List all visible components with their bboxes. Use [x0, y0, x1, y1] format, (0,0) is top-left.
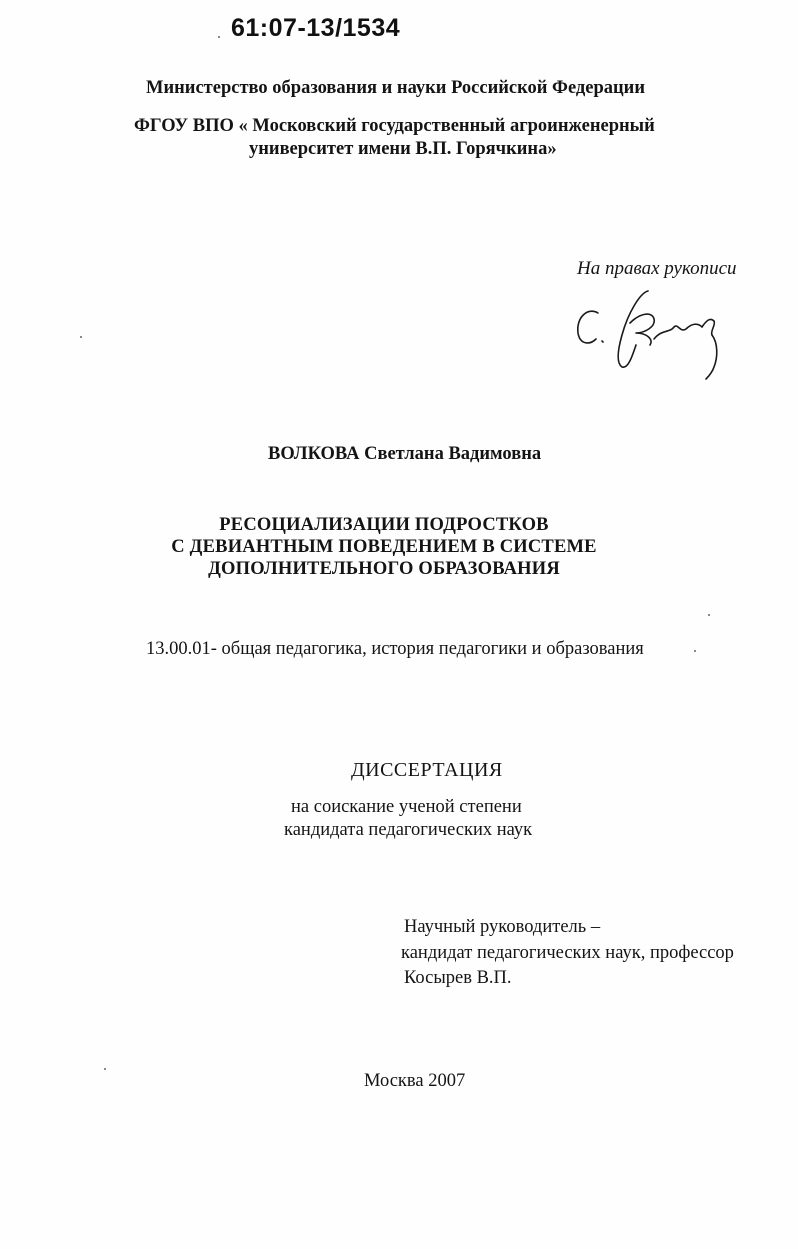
scan-speck [694, 650, 696, 652]
city-year: Москва 2007 [364, 1071, 466, 1091]
dissertation-title [0, 514, 798, 580]
ministry-name: Министерство образования и науки Российской Федерации [146, 78, 646, 98]
supervisor-label: Научный руководитель – [404, 917, 601, 937]
scan-speck [104, 1068, 106, 1070]
catalog-number: 61:07-13/1534 [231, 14, 401, 42]
scan-speck [80, 336, 82, 338]
specialty-code: 13.00.01- общая педагогика, история педагогики и образования [146, 639, 644, 659]
work-type-heading: ДИССЕРТАЦИЯ [351, 759, 503, 781]
handwritten-signature [570, 283, 740, 383]
degree-line-2: кандидата педагогических наук [284, 820, 533, 840]
degree-line-1: на соискание ученой степени [291, 797, 522, 817]
scan-speck [218, 36, 220, 38]
scan-speck [708, 614, 710, 616]
supervisor-name: Косырев В.П. [404, 968, 512, 988]
title-line-3: ДОПОЛНИТЕЛЬНОГО ОБРАЗОВАНИЯ [208, 559, 560, 579]
author-name: ВОЛКОВА Светлана Вадимовна [268, 444, 542, 464]
title-line-2: С ДЕВИАНТНЫМ ПОВЕДЕНИЕМ В СИСТЕМЕ [171, 537, 597, 557]
manuscript-note: На правах рукописи [577, 258, 737, 279]
organization-line-2: университет имени В.П. Горячкина» [249, 139, 557, 159]
organization-line-1: ФГОУ ВПО « Московский государственный агроинженерный [134, 116, 655, 136]
supervisor-title: кандидат педагогических наук, профессор [401, 943, 734, 963]
title-line-1: РЕСОЦИАЛИЗАЦИИ ПОДРОСТКОВ [219, 515, 549, 535]
